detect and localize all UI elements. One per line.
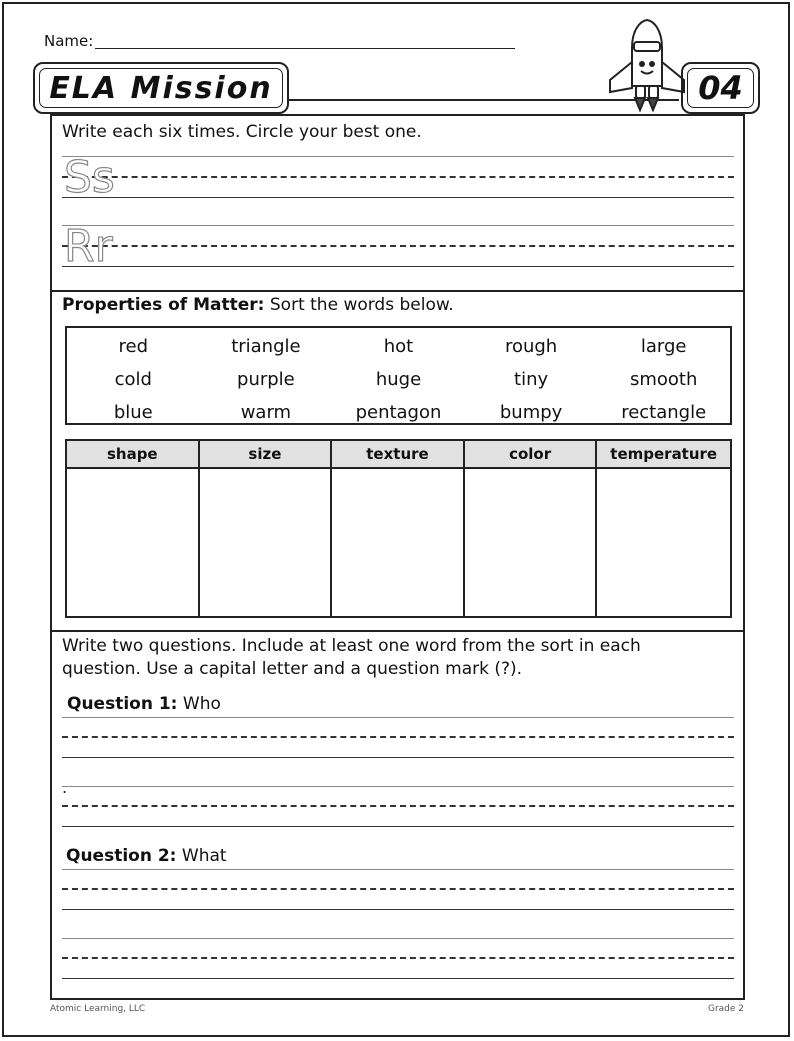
write-line-base[interactable] — [62, 909, 734, 910]
handwriting-base-line[interactable] — [62, 197, 734, 198]
trace-letters-ss: Ss — [64, 152, 115, 203]
word: red — [118, 336, 149, 357]
word: rectangle — [621, 402, 707, 423]
name-write-line[interactable] — [95, 48, 515, 49]
word: warm — [240, 402, 292, 423]
word: bumpy — [499, 402, 563, 423]
handwriting-mid-line — [62, 245, 734, 247]
handwriting-mid-line — [62, 176, 734, 178]
sort-cell-color[interactable] — [465, 469, 598, 616]
word: pentagon — [355, 402, 442, 423]
write-line-top — [62, 717, 734, 718]
word-bank — [65, 326, 732, 425]
handwriting-top-line — [62, 156, 734, 157]
question-1-period: . — [62, 778, 68, 797]
question-2-prompt — [66, 846, 227, 866]
write-line-mid — [62, 888, 734, 890]
word: smooth — [629, 369, 698, 390]
write-line-top — [62, 869, 734, 870]
question-2-label: Question 2: — [66, 846, 177, 866]
question-2-starter: What — [176, 846, 227, 866]
column-header-size: size — [200, 441, 333, 469]
trace-letters-rr: Rr — [64, 221, 113, 272]
mission-number-box — [681, 62, 760, 114]
handwriting-top-line — [62, 225, 734, 226]
write-line-mid — [62, 805, 734, 807]
title-box — [33, 62, 289, 114]
questions-instruction-1: Write two questions. Include at least one word from the sort in each — [62, 636, 641, 656]
section-divider — [52, 630, 743, 632]
handwriting-base-line[interactable] — [62, 266, 734, 267]
word: triangle — [231, 336, 301, 357]
write-line-mid — [62, 736, 734, 738]
word: tiny — [514, 369, 549, 390]
footer-grade: Grade 2 — [707, 1004, 744, 1014]
write-line-top — [62, 786, 734, 787]
write-line-top — [62, 938, 734, 939]
question-1-label: Question 1: — [67, 694, 178, 714]
name-label: Name: — [44, 32, 94, 50]
sort-table — [65, 439, 732, 618]
word: large — [640, 336, 687, 357]
column-header-temperature: temperature — [597, 441, 730, 469]
sort-label-rest: Sort the words below. — [264, 295, 454, 315]
word: purple — [237, 369, 295, 390]
sort-cell-texture[interactable] — [332, 469, 465, 616]
section-divider — [52, 290, 743, 292]
column-header-color: color — [465, 441, 598, 469]
question-1-starter: Who — [177, 694, 221, 714]
word: blue — [113, 402, 153, 423]
column-header-shape: shape — [67, 441, 200, 469]
write-line-mid — [62, 957, 734, 959]
handwriting-instruction: Write each six times. Circle your best one. — [62, 122, 422, 142]
word: cold — [114, 369, 152, 390]
sort-label: Properties of Matter: — [62, 295, 265, 315]
write-line-base[interactable] — [62, 757, 734, 758]
page-title: ELA Mission — [49, 70, 273, 106]
write-line-base[interactable] — [62, 978, 734, 979]
rocket-icon — [604, 18, 690, 116]
word: rough — [504, 336, 558, 357]
footer-publisher: Atomic Learning, LLC — [50, 1004, 146, 1014]
sort-instruction — [62, 294, 454, 317]
sort-cell-size[interactable] — [200, 469, 333, 616]
mission-number: 04 — [698, 69, 743, 107]
word: hot — [383, 336, 414, 357]
sort-cell-temperature[interactable] — [597, 469, 730, 616]
word-grid — [67, 332, 730, 431]
question-1-prompt — [67, 694, 221, 714]
write-line-base[interactable] — [62, 826, 734, 827]
sort-cell-shape[interactable] — [67, 469, 200, 616]
word: huge — [375, 369, 422, 390]
worksheet-body — [50, 114, 745, 1000]
questions-instruction-2: question. Use a capital letter and a question mark (?). — [62, 659, 523, 679]
column-header-texture: texture — [332, 441, 465, 469]
